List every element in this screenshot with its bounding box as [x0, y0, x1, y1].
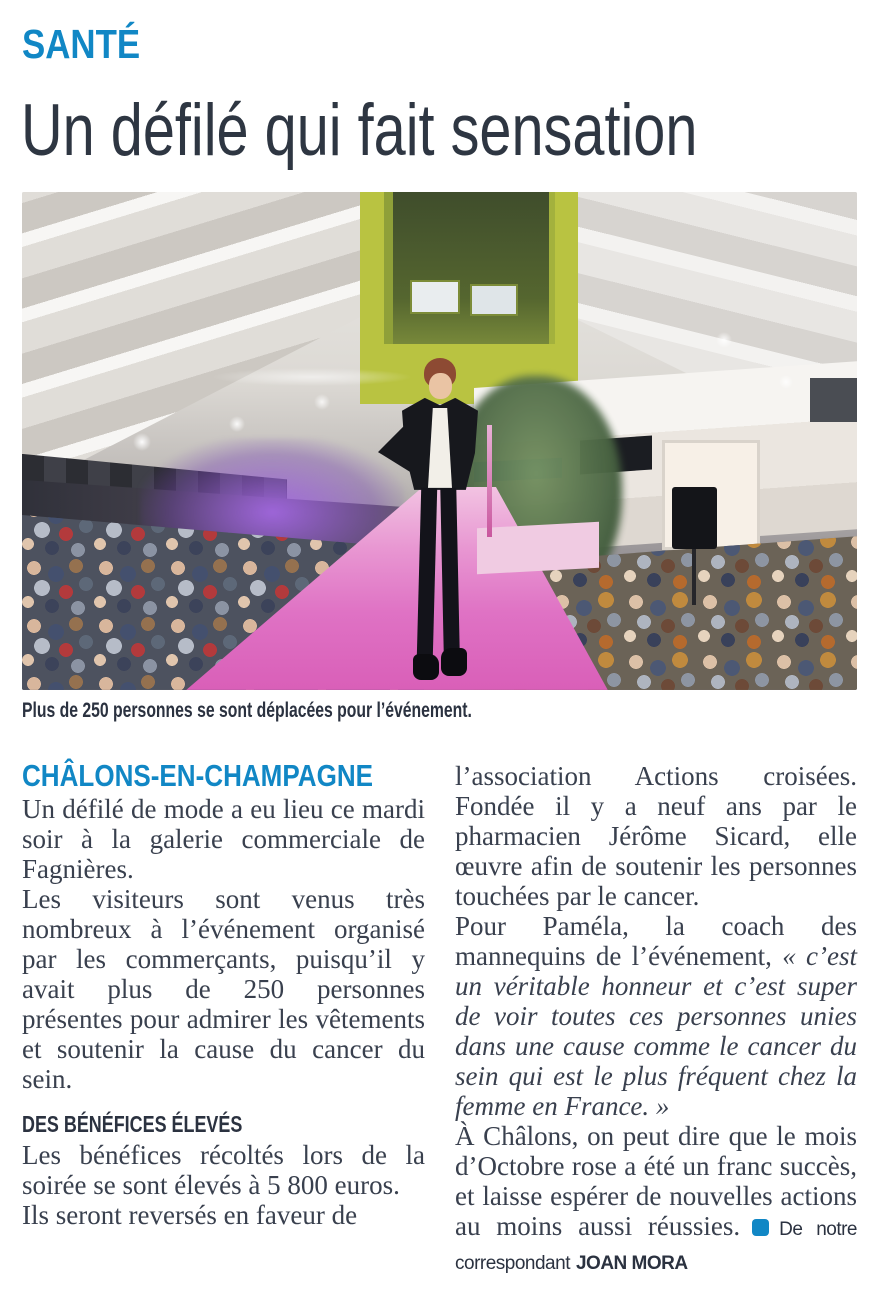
article-figure — [22, 192, 857, 723]
article-columns — [22, 757, 858, 1279]
section-kicker: SANTÉ — [22, 21, 141, 67]
byline-name: JOAN MORA — [575, 1252, 688, 1274]
photo-model-boot — [441, 648, 467, 676]
quote-text: « c’est un véritable honneur et c’est super de voir toutes ces personnes unies dans une cause comme le cancer du sein qui est le plus fréquent chez la femme en France. » — [455, 940, 857, 1121]
photo-speaker-stand — [692, 549, 696, 605]
paragraph-quote — [455, 911, 857, 1121]
photo-model-boot — [413, 654, 439, 680]
article-photo — [22, 192, 857, 690]
photo-model-face — [429, 373, 452, 399]
column-right — [455, 761, 857, 1279]
photo-stage-platform — [477, 522, 599, 574]
location-heading: CHÂLONS-EN-CHAMPAGNE — [22, 757, 374, 793]
photo-model-leg — [440, 488, 459, 652]
paragraph-reversal: Ils seront reversés en faveur de — [22, 1199, 358, 1230]
photo-pink-pole — [487, 425, 492, 537]
paragraph-visitors: Les visiteurs sont venus très nombreux à l’événement organisé par les commerçants, puisqu’il y avait plus de 250 personnes présentes pour admirer les vêtements et soutenir la cause du cancer du sein. — [22, 883, 425, 1094]
column-left — [22, 757, 425, 1279]
closing-text: À Châlons, on peut dire que le mois d’Octobre rose a été un franc succès, et laisse espérer de nouvelles actions au moins aussi réussies. — [455, 1120, 857, 1241]
byline-prefix: De notre correspondant — [455, 1218, 858, 1274]
paragraph-intro: Un défilé de mode a eu lieu ce mardi soir à la galerie commerciale de Fagnières. — [22, 793, 425, 884]
photo-speaker — [672, 487, 717, 549]
paragraph-association: l’association Actions croisées. Fondée il y a neuf ans par le pharmacien Jérôme Sicard, elle œuvre afin de soutenir les personnes touchées par le cancer. — [455, 760, 857, 911]
photo-skylight-window — [470, 284, 518, 316]
paragraph-closing — [455, 1121, 857, 1279]
photo-caption: Plus de 250 personnes se sont déplacées pour l’événement. — [22, 698, 472, 722]
photo-shop-sign — [810, 378, 857, 422]
quote-intro: Pour Paméla, la coach des mannequins de l’événement, — [455, 910, 857, 971]
subheading-benefits: DES BÉNÉFICES ÉLEVÉS — [22, 1110, 243, 1137]
headline: Un défilé qui fait sensation — [21, 90, 698, 171]
byline-square-icon — [752, 1219, 769, 1236]
photo-skylight-inner — [384, 192, 555, 344]
photo-skylight-window — [410, 280, 460, 314]
paragraph-benefits: Les bénéfices récoltés lors de la soirée se sont élevés à 5 800 euros. — [22, 1139, 425, 1200]
